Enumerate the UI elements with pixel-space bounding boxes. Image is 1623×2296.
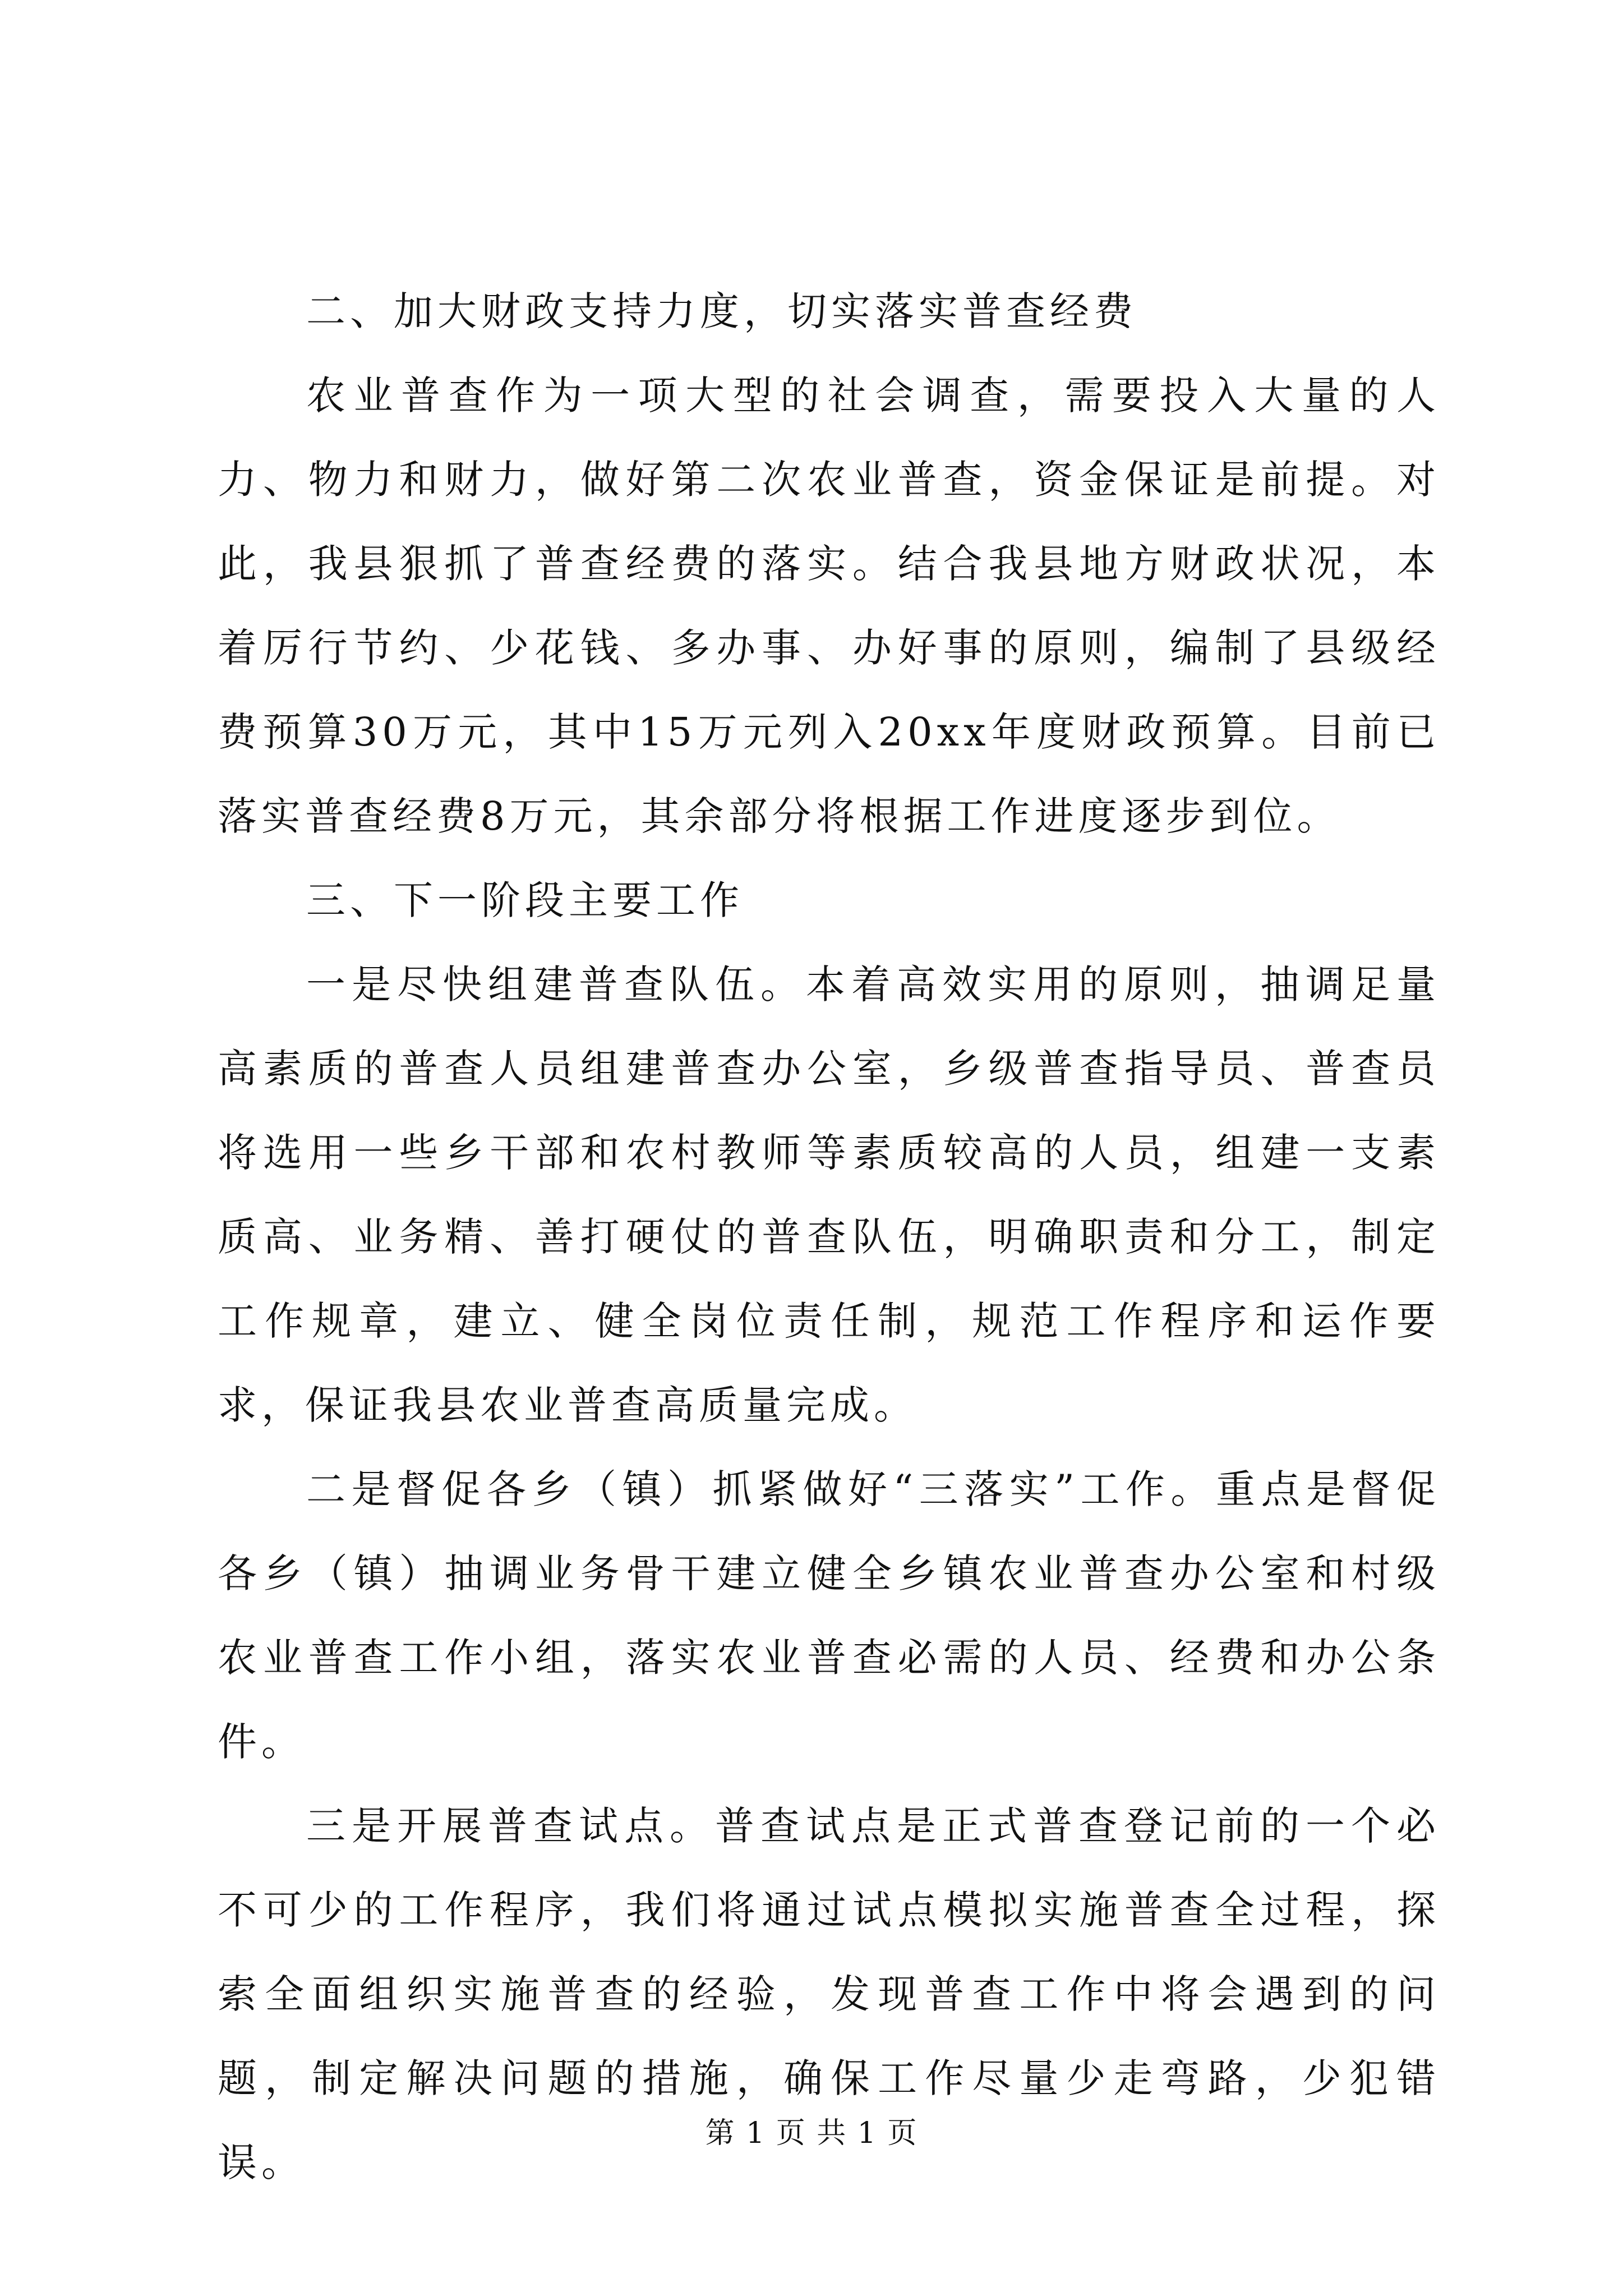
section-2-heading: 二、加大财政支持力度，切实落实普查经费 — [306, 288, 1137, 334]
section-2-paragraph: 农业普查作为一项大型的社会调查，需要投入大量的人力、物力和财力，做好第二次农业普查，资金保证是前提。对此，我县狠抓了普查经费的落实。结合我县地方财政状况，本着厉行节约、少花钱、多办事、办好事的原则，编制了县级经费预算30万元，其中15万元列入20xx年度财政预算。目前已落实普查经费8万元，其余部分将根据工作进度逐步到位。 — [218, 372, 1440, 839]
section-3-heading: 三、下一阶段主要工作 — [306, 877, 744, 923]
document-body — [218, 269, 1440, 2205]
work-item-2: 二是督促各乡（镇）抓紧做好“三落实”工作。重点是督促各乡（镇）抽调业务骨干建立健全乡镇农业普查办公室和村级农业普查工作小组，落实农业普查必需的人员、经费和办公条件。 — [218, 1466, 1440, 1765]
work-item-1: 一是尽快组建普查队伍。本着高效实用的原则，抽调足量高素质的普查人员组建普查办公室，乡级普查指导员、普查员将选用一些乡干部和农村教师等素质较高的人员，组建一支素质高、业务精、善打硬仗的普查队伍，明确职责和分工，制定工作规章，建立、健全岗位责任制，规范工作程序和运作要求，保证我县农业普查高质量完成。 — [218, 961, 1440, 1428]
work-item-3: 三是开展普查试点。普查试点是正式普查登记前的一个必不可少的工作程序，我们将通过试点模拟实施普查全过程，探索全面组织实施普查的经验，发现普查工作中将会遇到的问题，制定解决问题的措施，确保工作尽量少走弯路，少犯错误。 — [218, 1803, 1440, 2185]
page-number-footer: 第 1 页 共 1 页 — [705, 2116, 918, 2150]
